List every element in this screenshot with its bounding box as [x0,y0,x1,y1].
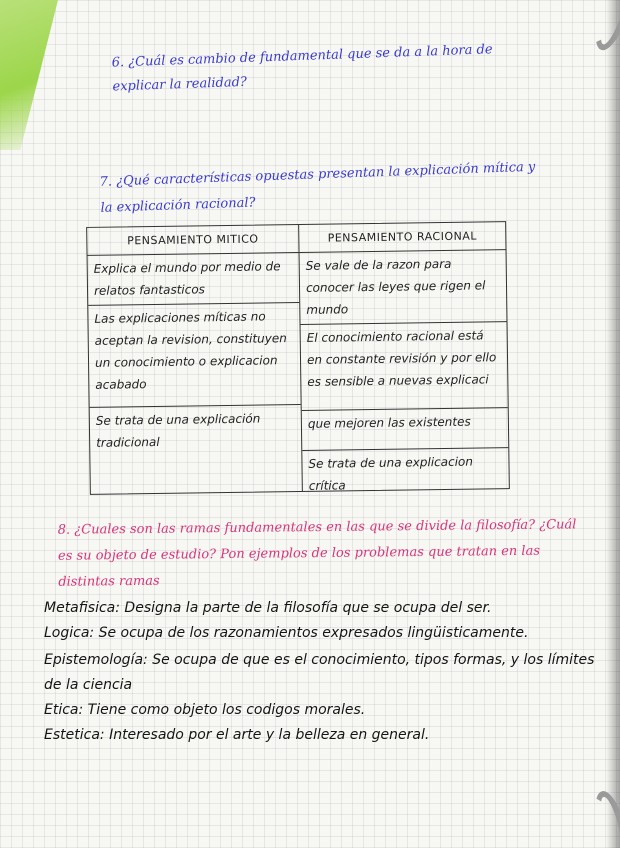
table-cell: que mejoren las existentes [302,408,509,451]
table-cell: Explica el mundo por medio de relatos fantasticos [88,253,300,306]
table-cell: El conocimiento racional está en constante revisión y por ello es sensible a nuevas explicaci [301,322,508,411]
page-edge-shadow [606,0,620,848]
table-column-mythic [87,225,303,494]
answer-metafisica: Metafisica: Designa la parte de la filosofía que se ocupa del ser. [44,600,492,616]
table-header-rational: PENSAMIENTO RACIONAL [299,222,505,253]
table-cell: Se vale de la razon para conocer las leyes que rigen el mundo [300,250,507,325]
question-8: 8. ¿Cuales son las ramas fundamentales en las que se divide la filosofía? ¿Cuál es su objeto de estudio? Pon ejemplos de los problemas que tratan en las distintas ramas [57,517,577,590]
question-7: 7. ¿Qué características opuestas presentan la explicación mítica y la explicación racional? [99,159,536,216]
comparison-table [86,221,510,495]
question-6: 6. ¿Cuál es cambio de fundamental que se da a la hora de explicar la realidad? [111,42,493,95]
answers-list [44,596,604,748]
table-cell: Se trata de una explicacion crítica [308,454,474,493]
green-tab-decoration [0,0,58,150]
answer-logica: Logica: Se ocupa de los razonamientos expresados lingüisticamente. [44,625,529,641]
answer-estetica: Estetica: Interesado por el arte y la belleza en general. [44,727,430,743]
answer-epistemologia: Epistemología: Se ocupa de que es el conocimiento, tipos formas, y los límites de la ciencia [44,652,595,693]
table-column-rational [299,222,509,491]
answer-etica: Etica: Tiene como objeto los codigos morales. [44,702,366,718]
table-header-mythic: PENSAMIENTO MITICO [87,225,298,256]
table-cell: Las explicaciones míticas no aceptan la revision, constituyen un conocimiento o explicacion acabado [88,303,300,408]
table-cell: Se trata de una explicación tradicional [95,411,261,450]
